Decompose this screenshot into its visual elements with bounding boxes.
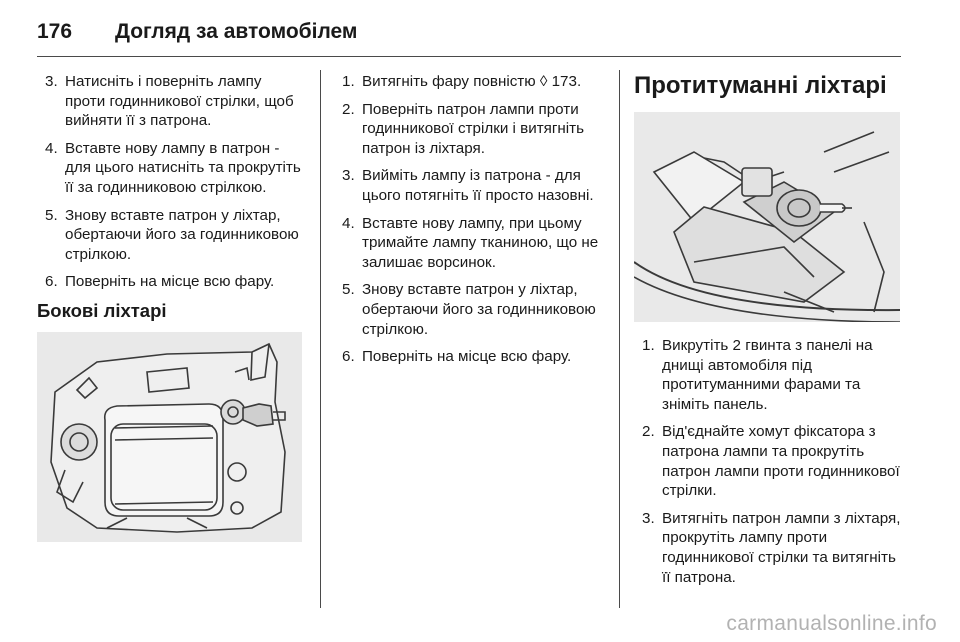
list-item: 3. Натисніть і поверніть лампу проти годинникової стрілки, щоб вийняти її з патрона. xyxy=(45,73,294,130)
page-number: 176 xyxy=(37,20,73,43)
list-item: 3. Вийміть лампу із патрона - для цього потягніть її просто назовні. xyxy=(342,167,594,204)
column-divider-2 xyxy=(619,70,620,608)
list-item: 4. Вставте нову лампу, при цьому тримайте лампу тканиною, що не залишає ворсинок. xyxy=(342,214,599,271)
steps-list-fog-lights xyxy=(634,336,902,587)
column-2 xyxy=(334,72,610,375)
running-title: Догляд за автомобілем xyxy=(115,20,358,43)
list-item: 6. Поверніть на місце всю фару. xyxy=(342,348,572,366)
column-3 xyxy=(634,70,902,595)
section-title-fog-lights: Протитуманні ліхтарі xyxy=(634,72,887,99)
list-item: 2. Від'єднайте хомут фіксатора з патрона лампи та прокрутіть патрон лампи проти годинникової стрілки. xyxy=(642,423,900,500)
fog-lamp-illustration xyxy=(634,112,900,322)
list-item: 1. Викрутіть 2 гвинта з панелі на днищі автомобіля під протитуманними фарами та зніміть панель. xyxy=(642,337,873,413)
list-item: 4. Вставте нову лампу в патрон - для цього натисніть та прокрутіть її за годинниковою стрілкою. xyxy=(45,139,301,196)
steps-list-side-lights xyxy=(334,72,610,367)
list-item: 2. Поверніть патрон лампи проти годинникової стрілки і витягніть патрон із ліхтаря. xyxy=(342,100,585,157)
section-title-side-lights: Бокові ліхтарі xyxy=(37,299,167,321)
list-item: 5. Знову вставте патрон у ліхтар, обертаючи його за годинниковою стрілкою. xyxy=(342,281,596,338)
watermark: carmanualsonline.info xyxy=(726,612,937,635)
list-item: 1. Витягніть фару повністю ◊ 173. xyxy=(342,73,582,90)
steps-list-headlamp xyxy=(37,72,305,292)
list-item: 3. Витягніть патрон лампи з ліхтаря, прокрутіть лампу проти годинникової стрілки та витягніть її патрона. xyxy=(642,509,901,586)
headlamp-assembly-illustration xyxy=(37,332,302,542)
column-1 xyxy=(37,72,305,542)
column-divider-1 xyxy=(320,70,321,608)
list-item: 5. Знову вставте патрон у ліхтар, обертаючи його за годинниковою стрілкою. xyxy=(45,206,299,263)
page-header xyxy=(37,14,357,50)
list-item: 6. Поверніть на місце всю фару. xyxy=(45,273,275,291)
header-divider xyxy=(37,56,901,57)
